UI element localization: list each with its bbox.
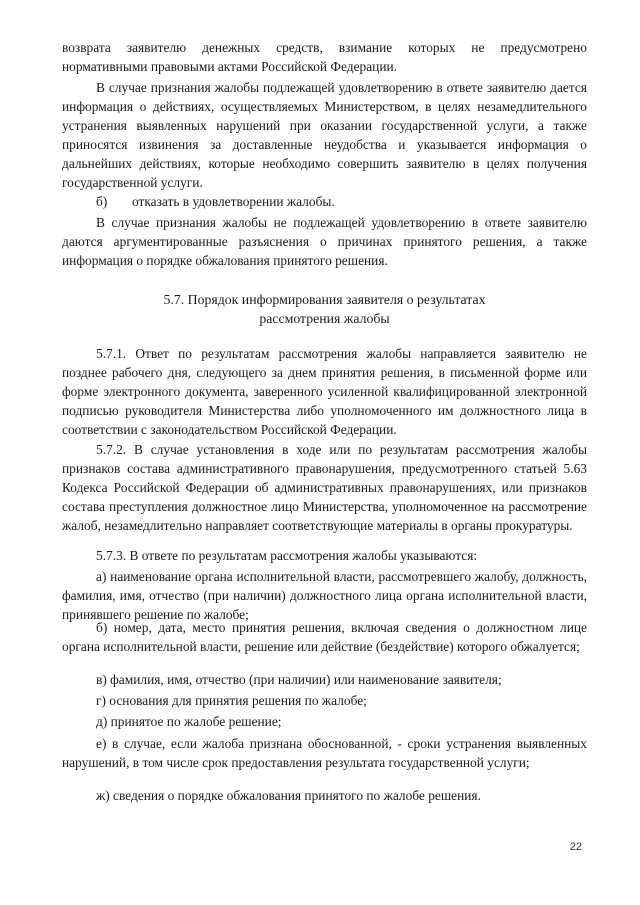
paragraph-5-7-3: 5.7.3. В ответе по результатам рассмотрения жалобы указываются:: [96, 548, 478, 563]
paragraph-complaint-satisfied: В случае признания жалобы подлежащей удовлетворению в ответе заявителю дается информация о действиях, осуществляемых Министерством, в целях незамедлительного устранения выявленных нарушений при оказании государственной услуги, а также приносятся извинения за доставленные неудобства и указывается информация о дальнейших действиях, которые необходимо совершить заявителю в целях получения государственной услуги.: [62, 80, 587, 191]
paragraph-refund: возврата заявителю денежных средств, взимание которых не предусмотрено нормативными правовыми актами Российской Федерации.: [62, 40, 587, 75]
option-text: отказать в удовлетворении жалобы.: [132, 194, 335, 209]
option-marker: б): [96, 194, 108, 209]
paragraph-complaint-rejected: В случае признания жалобы не подлежащей удовлетворению в ответе заявителю даются аргументированные разъяснения о причинах принятого решения, а также информация о порядке обжалования принятого решения.: [62, 215, 587, 269]
section-heading-line1: 5.7. Порядок информирования заявителя о результатах: [163, 292, 486, 307]
list-item-b: б) номер, дата, место принятия решения, включая сведения о должностном лице органа исполнительной власти, решение или действие (бездействие) которого обжалуется;: [62, 620, 587, 655]
list-item-g: г) основания для принятия решения по жалобе;: [96, 693, 367, 708]
page-number: 22: [569, 841, 582, 853]
list-item-v: в) фамилия, имя, отчество (при наличии) или наименование заявителя;: [96, 672, 502, 687]
paragraph-5-7-1: 5.7.1. Ответ по результатам рассмотрения жалобы направляется заявителю не позднее рабочего дня, следующего за днем принятия решения, в письменной форме или форме электронного документа, заверенного усиленной квалифицированной электронной подписью руководителя Министерства либо уполномоченного им должностного лица в соответствии с законодательством Российской Федерации.: [62, 346, 587, 438]
section-heading: [62, 290, 587, 328]
list-item-e: е) в случае, если жалоба признана обоснованной, - сроки устранения выявленных нарушений, в том числе срок предоставления результата государственной услуги;: [62, 736, 587, 771]
list-item-d: д) принятое по жалобе решение;: [96, 714, 282, 729]
paragraph-5-7-2: 5.7.2. В случае установления в ходе или по результатам рассмотрения жалобы признаков состава административного правонарушения, предусмотренного статьей 5.63 Кодекса Российской Федерации об административных правонарушениях, или признаков состава преступления должностное лицо Министерства, уполномоченное на рассмотрение жалоб, незамедлительно направляет соответствующие материалы в органы прокуратуры.: [62, 442, 587, 534]
section-heading-line2: рассмотрения жалобы: [259, 311, 390, 326]
list-item-a: а) наименование органа исполнительной власти, рассмотревшего жалобу, должность, фамилия, имя, отчество (при наличии) должностного лица органа исполнительной власти, принявшего решение по жалобе;: [62, 569, 587, 623]
paragraph-option-b: [62, 192, 587, 211]
list-item-zh: ж) сведения о порядке обжалования принятого по жалобе решения.: [96, 788, 481, 803]
